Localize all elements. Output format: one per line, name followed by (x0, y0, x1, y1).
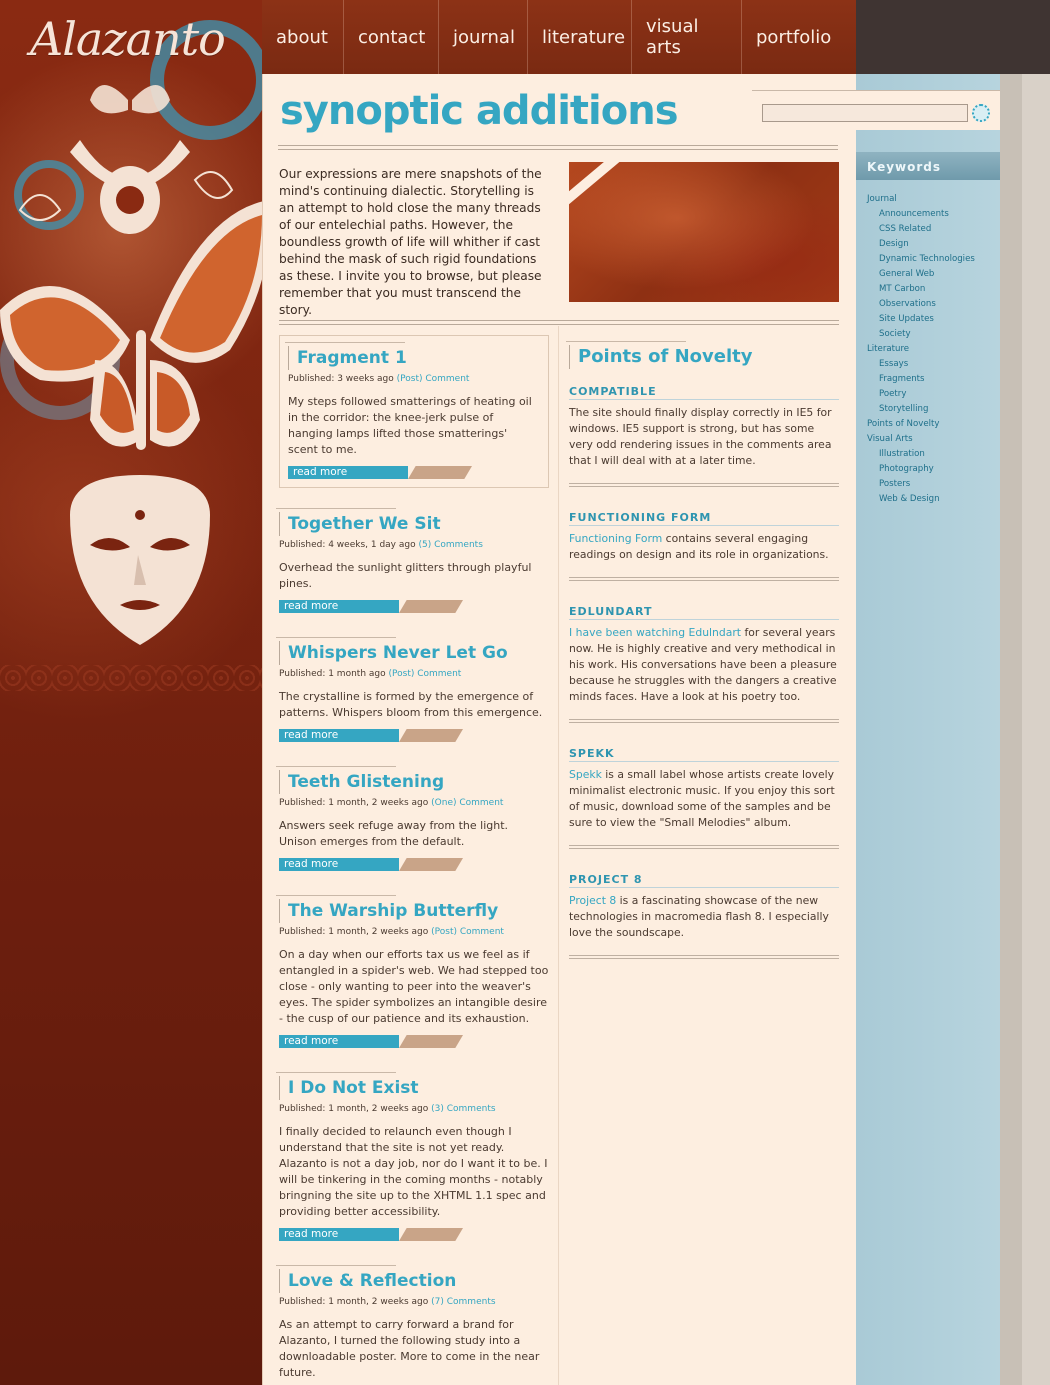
keyword-link[interactable]: Society (879, 329, 911, 339)
keyword-link[interactable]: Journal (867, 194, 897, 204)
site-logo[interactable]: Alazanto (30, 12, 225, 66)
post-i-do-not-exist (279, 1076, 549, 1241)
nav-portfolio[interactable]: portfolio (756, 26, 832, 48)
keyword-link[interactable]: Illustration (879, 449, 925, 459)
ring-border-ornament (0, 665, 262, 691)
keyword-link[interactable]: Fragments (879, 374, 925, 384)
main-nav (262, 0, 842, 74)
nav-contact[interactable]: contact (344, 0, 439, 74)
post-body: Answers seek refuge away from the light. Unison emerges from the default. (279, 819, 509, 848)
novelty-link[interactable]: Project 8 (569, 894, 617, 907)
sidebar-edge (1000, 74, 1022, 1385)
keywords-heading: Keywords (856, 152, 1000, 180)
post-body: I finally decided to relaunch even though I understand that the site is not yet ready. Alazanto is not a day job, nor do I want it to be. I will be tinkering in the coming months - notably bringning the site up to the XHTML 1.1 spec and providing better accessibility. (279, 1125, 548, 1218)
divider (569, 955, 839, 959)
novelty-heading: COMPATIBLE (569, 385, 839, 400)
comments-link[interactable]: (Post) Comment (388, 669, 462, 679)
novelty-heading: FUNCTIONING FORM (569, 511, 839, 526)
keyword-link[interactable]: Dynamic Technologies (879, 254, 975, 264)
mask-illustration (60, 475, 220, 655)
comments-link[interactable]: (One) Comment (431, 798, 504, 808)
novelty-body: Spekk is a small label whose artists create lovely minimalist electronic music. If you enjoy this sort of music, download some of the samples and be sure to view the "Small Melodies" album. (569, 768, 835, 829)
butterfly-illustration (0, 60, 262, 520)
column-divider (558, 326, 559, 1385)
post-title[interactable]: Love & Reflection (279, 1269, 549, 1293)
post-teeth-glistening (279, 770, 549, 871)
post-body: My steps followed smatterings of heating oil in the corridor: the knee-jerk pulse of hanging lamps lifted those smatterings' scent to me. (288, 395, 532, 456)
novelty-link[interactable]: Functioning Form (569, 532, 663, 545)
post-meta: Published: 3 weeks ago (Post) Comment (288, 374, 470, 384)
novelty-link[interactable]: I have been watching Edulndart (569, 626, 742, 639)
post-meta: Published: 1 month ago (Post) Comment (279, 669, 462, 679)
post-title[interactable]: The Warship Butterfly (279, 899, 549, 923)
post-meta: Published: 4 weeks, 1 day ago (5) Comments (279, 540, 483, 550)
post-title[interactable]: Fragment 1 (288, 346, 540, 370)
read-more-button[interactable]: read more (279, 1035, 465, 1048)
novelty-body: Functioning Form contains several engaging readings on design and its role in organizations. (569, 532, 829, 561)
keyword-link[interactable]: Design (879, 239, 909, 249)
keyword-link[interactable]: Site Updates (879, 314, 934, 324)
divider (569, 719, 839, 723)
page-title: synoptic additions (280, 88, 678, 134)
keyword-link[interactable]: MT Carbon (879, 284, 926, 294)
post-whispers-never-let-go (279, 641, 549, 742)
read-more-button[interactable]: read more (279, 858, 465, 871)
keyword-link[interactable]: Visual Arts (867, 434, 913, 444)
post-body: The crystalline is formed by the emergence of patterns. Whispers bloom from this emergence. (279, 690, 543, 719)
nav-literature[interactable]: literature (528, 0, 632, 74)
post-title[interactable]: I Do Not Exist (279, 1076, 549, 1100)
novelty-item (569, 511, 839, 581)
keyword-link[interactable]: General Web (879, 269, 935, 279)
novelty-heading: SPEKK (569, 747, 839, 762)
keywords-list (867, 192, 997, 507)
comments-link[interactable]: (5) Comments (418, 540, 483, 550)
keyword-link[interactable]: Observations (879, 299, 936, 309)
keyword-link[interactable]: Posters (879, 479, 911, 489)
divider (279, 320, 839, 325)
post-warship-butterfly (279, 899, 549, 1048)
novelty-heading: PROJECT 8 (569, 873, 839, 888)
divider (569, 483, 839, 487)
divider (278, 145, 838, 150)
divider (569, 577, 839, 581)
top-banner-dark (856, 0, 1050, 74)
novelty-body: Project 8 is a fascinating showcase of the new technologies in macromedia flash 8. I especially love the soundscape. (569, 894, 829, 939)
intro-text: Our expressions are mere snapshots of the mind's continuing dialectic. Storytelling is an attempt to hold close the many threads of our entelechial paths. However, the boundless growth of life will whither if cast behind the mask of such rigid foundations as these. I invite you to browse, but please remember that you must transcend the story. (279, 167, 542, 317)
read-more-button[interactable]: read more (279, 729, 465, 742)
novelty-heading: EDLUNDART (569, 605, 839, 620)
section-title: Points of Novelty (569, 345, 839, 369)
novelty-item (569, 747, 839, 849)
post-title[interactable]: Whispers Never Let Go (279, 641, 549, 665)
post-together-we-sit (279, 512, 549, 613)
art-column (0, 0, 262, 1385)
nav-visual-arts[interactable]: visual arts (632, 0, 742, 74)
novelty-body: The site should finally display correctly in IE5 for windows. IE5 support is strong, but has some very odd rendering issues in the comments area that I will deal with at a later time. (569, 406, 832, 467)
novelty-body: I have been watching Edulndart for several years now. He is highly creative and very methodical in his work. His conversations have been a pleasure because he struggles with the dangers a creative minds faces. Have a look at his poetry too. (569, 626, 837, 703)
read-more-button[interactable]: read more (288, 466, 474, 479)
keyword-link[interactable]: Web & Design (879, 494, 940, 504)
comments-link[interactable]: (Post) Comment (431, 927, 504, 937)
post-title[interactable]: Teeth Glistening (279, 770, 549, 794)
novelty-item (569, 605, 839, 723)
keyword-link[interactable]: Announcements (879, 209, 949, 219)
novelty-item (569, 385, 839, 487)
read-more-button[interactable]: read more (279, 1228, 465, 1241)
search-icon[interactable] (972, 104, 990, 122)
divider (569, 845, 839, 849)
nav-about[interactable]: about (262, 0, 344, 74)
post-meta: Published: 1 month, 2 weeks ago (3) Comments (279, 1104, 496, 1114)
comments-link[interactable]: (7) Comments (431, 1297, 496, 1307)
post-title[interactable]: Together We Sit (279, 512, 549, 536)
points-of-novelty (569, 345, 839, 959)
keyword-link[interactable]: Storytelling (879, 404, 929, 414)
post-love-reflection (279, 1269, 549, 1381)
post-body: Overhead the sunlight glitters through playful pines. (279, 561, 532, 590)
post-meta: Published: 1 month, 2 weeks ago (One) Comment (279, 798, 504, 808)
hero-image (569, 162, 839, 302)
keyword-link[interactable]: Poetry (879, 389, 907, 399)
keyword-link[interactable]: Photography (879, 464, 934, 474)
keyword-link[interactable]: Literature (867, 344, 910, 354)
read-more-button[interactable]: read more (279, 600, 465, 613)
keyword-link[interactable]: Points of Novelty (867, 419, 940, 429)
search-input[interactable] (762, 104, 968, 122)
novelty-item (569, 873, 839, 959)
post-body: As an attempt to carry forward a brand for Alazanto, I turned the following study into a downloadable poster. More to come in the near future. (279, 1318, 540, 1379)
comments-link[interactable]: (Post) Comment (396, 374, 470, 384)
post-fragment-1 (279, 335, 549, 488)
nav-journal[interactable]: journal (439, 0, 528, 74)
keyword-link[interactable]: Essays (879, 359, 909, 369)
novelty-link[interactable]: Spekk (569, 768, 602, 781)
keyword-link[interactable]: CSS Related (879, 224, 932, 234)
post-meta: Published: 1 month, 2 weeks ago (7) Comments (279, 1297, 496, 1307)
comments-link[interactable]: (3) Comments (431, 1104, 496, 1114)
post-meta: Published: 1 month, 2 weeks ago (Post) Comment (279, 927, 504, 937)
post-body: On a day when our efforts tax us we feel as if entangled in a spider's web. We had stepped too close - only wanting to peer into the weaver's eyes. The spider symbolizes an intangible desire - the cusp of our patience and its exhaustion. (279, 948, 549, 1025)
